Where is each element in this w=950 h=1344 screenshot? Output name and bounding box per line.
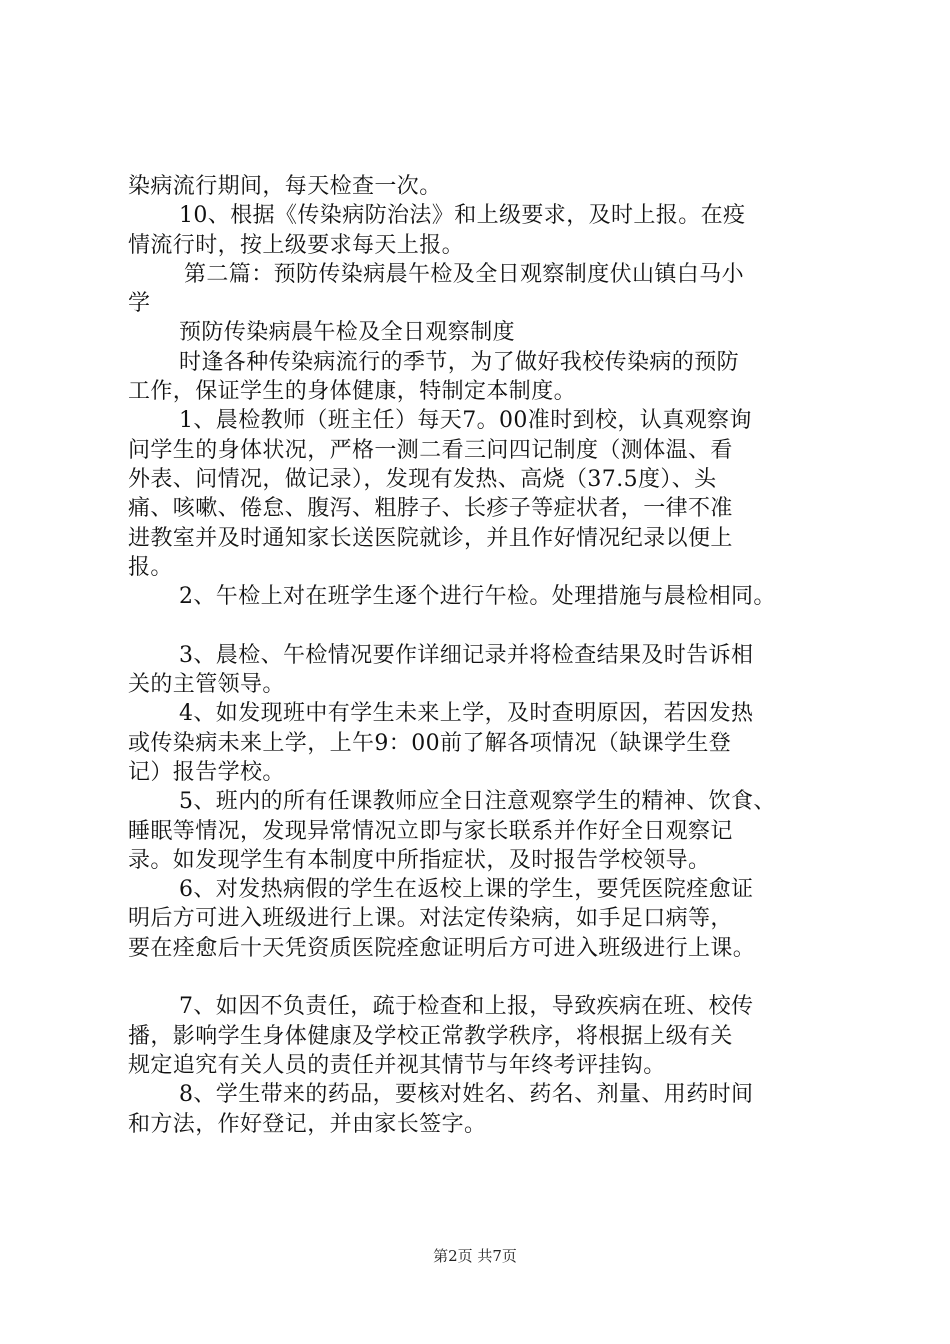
text-line: 5、班内的所有任课教师应全日注意观察学生的精神、饮食、 <box>179 789 776 815</box>
document-body <box>128 172 848 1139</box>
text-line: 7、如因不负责任，疏于检查和上报，导致疾病在班、校传 <box>179 994 754 1020</box>
text-line: 4、如发现班中有学生未来上学，及时查明原因，若因发热 <box>179 701 754 727</box>
text-line: 外表、问情况，做记录），发现有发热、高烧（37.5度）、头 <box>128 466 717 492</box>
text-line: 第二篇：预防传染病晨午检及全日观察制度伏山镇白马小 <box>184 261 745 287</box>
text-line: 1、晨检教师（班主任）每天7。00准时到校，认真观察询 <box>179 408 752 434</box>
text-line: 明后方可进入班级进行上课。对法定传染病，如手足口病等， <box>128 906 733 932</box>
text-line: 预防传染病晨午检及全日观察制度 <box>179 320 516 346</box>
text-line: 工作，保证学生的身体健康，特制定本制度。 <box>128 379 577 405</box>
text-line: 睡眠等情况，发现异常情况立即与家长联系并作好全日观察记 <box>128 818 733 844</box>
text-line: 记）报告学校。 <box>128 759 285 785</box>
page-footer: 第2页 共7页 <box>433 1247 517 1265</box>
text-line: 染病流行期间，每天检查一次。 <box>128 174 442 199</box>
blank-line <box>128 611 848 640</box>
text-line: 报。 <box>128 554 173 580</box>
text-line: 学 <box>128 291 151 317</box>
text-line: 10、根据《传染病防治法》和上级要求，及时上报。在疫 <box>179 203 746 229</box>
text-line: 播，影响学生身体健康及学校正常教学秩序，将根据上级有关 <box>128 1023 733 1049</box>
text-line: 情流行时，按上级要求每天上报。 <box>128 232 465 258</box>
text-line: 2、午检上对在班学生逐个进行午检。处理措施与晨检相同。 <box>179 584 776 610</box>
text-line: 6、对发热病假的学生在返校上课的学生，要凭医院痊愈证 <box>179 877 754 903</box>
text-line: 进教室并及时通知家长送医院就诊，并且作好情况纪录以便上 <box>128 525 733 551</box>
text-line: 录。如发现学生有本制度中所指症状，及时报告学校领导。 <box>128 847 711 873</box>
text-line: 或传染病未来上学，上午9：00前了解各项情况（缺课学生登 <box>128 730 732 756</box>
text-line: 8、学生带来的药品，要核对姓名、药名、剂量、用药时间 <box>179 1082 754 1108</box>
text-line: 时逢各种传染病流行的季节，为了做好我校传染病的预防 <box>179 349 740 375</box>
text-line: 问学生的身体状况，严格一测二看三问四记制度（测体温、看 <box>128 437 733 463</box>
text-line: 规定追究有关人员的责任并视其情节与年终考评挂钩。 <box>128 1052 666 1078</box>
text-line: 和方法，作好登记，并由家长签字。 <box>128 1111 487 1137</box>
text-line: 痛、咳嗽、倦怠、腹泻、粗脖子、长疹子等症状者，一律不准 <box>128 496 733 522</box>
blank-line <box>128 963 848 992</box>
text-line: 要在痊愈后十天凭资质医院痊愈证明后方可进入班级进行上课。 <box>128 935 756 961</box>
text-line: 3、晨检、午检情况要作详细记录并将检查结果及时告诉相 <box>179 642 754 668</box>
text-line: 关的主管领导。 <box>128 672 285 698</box>
